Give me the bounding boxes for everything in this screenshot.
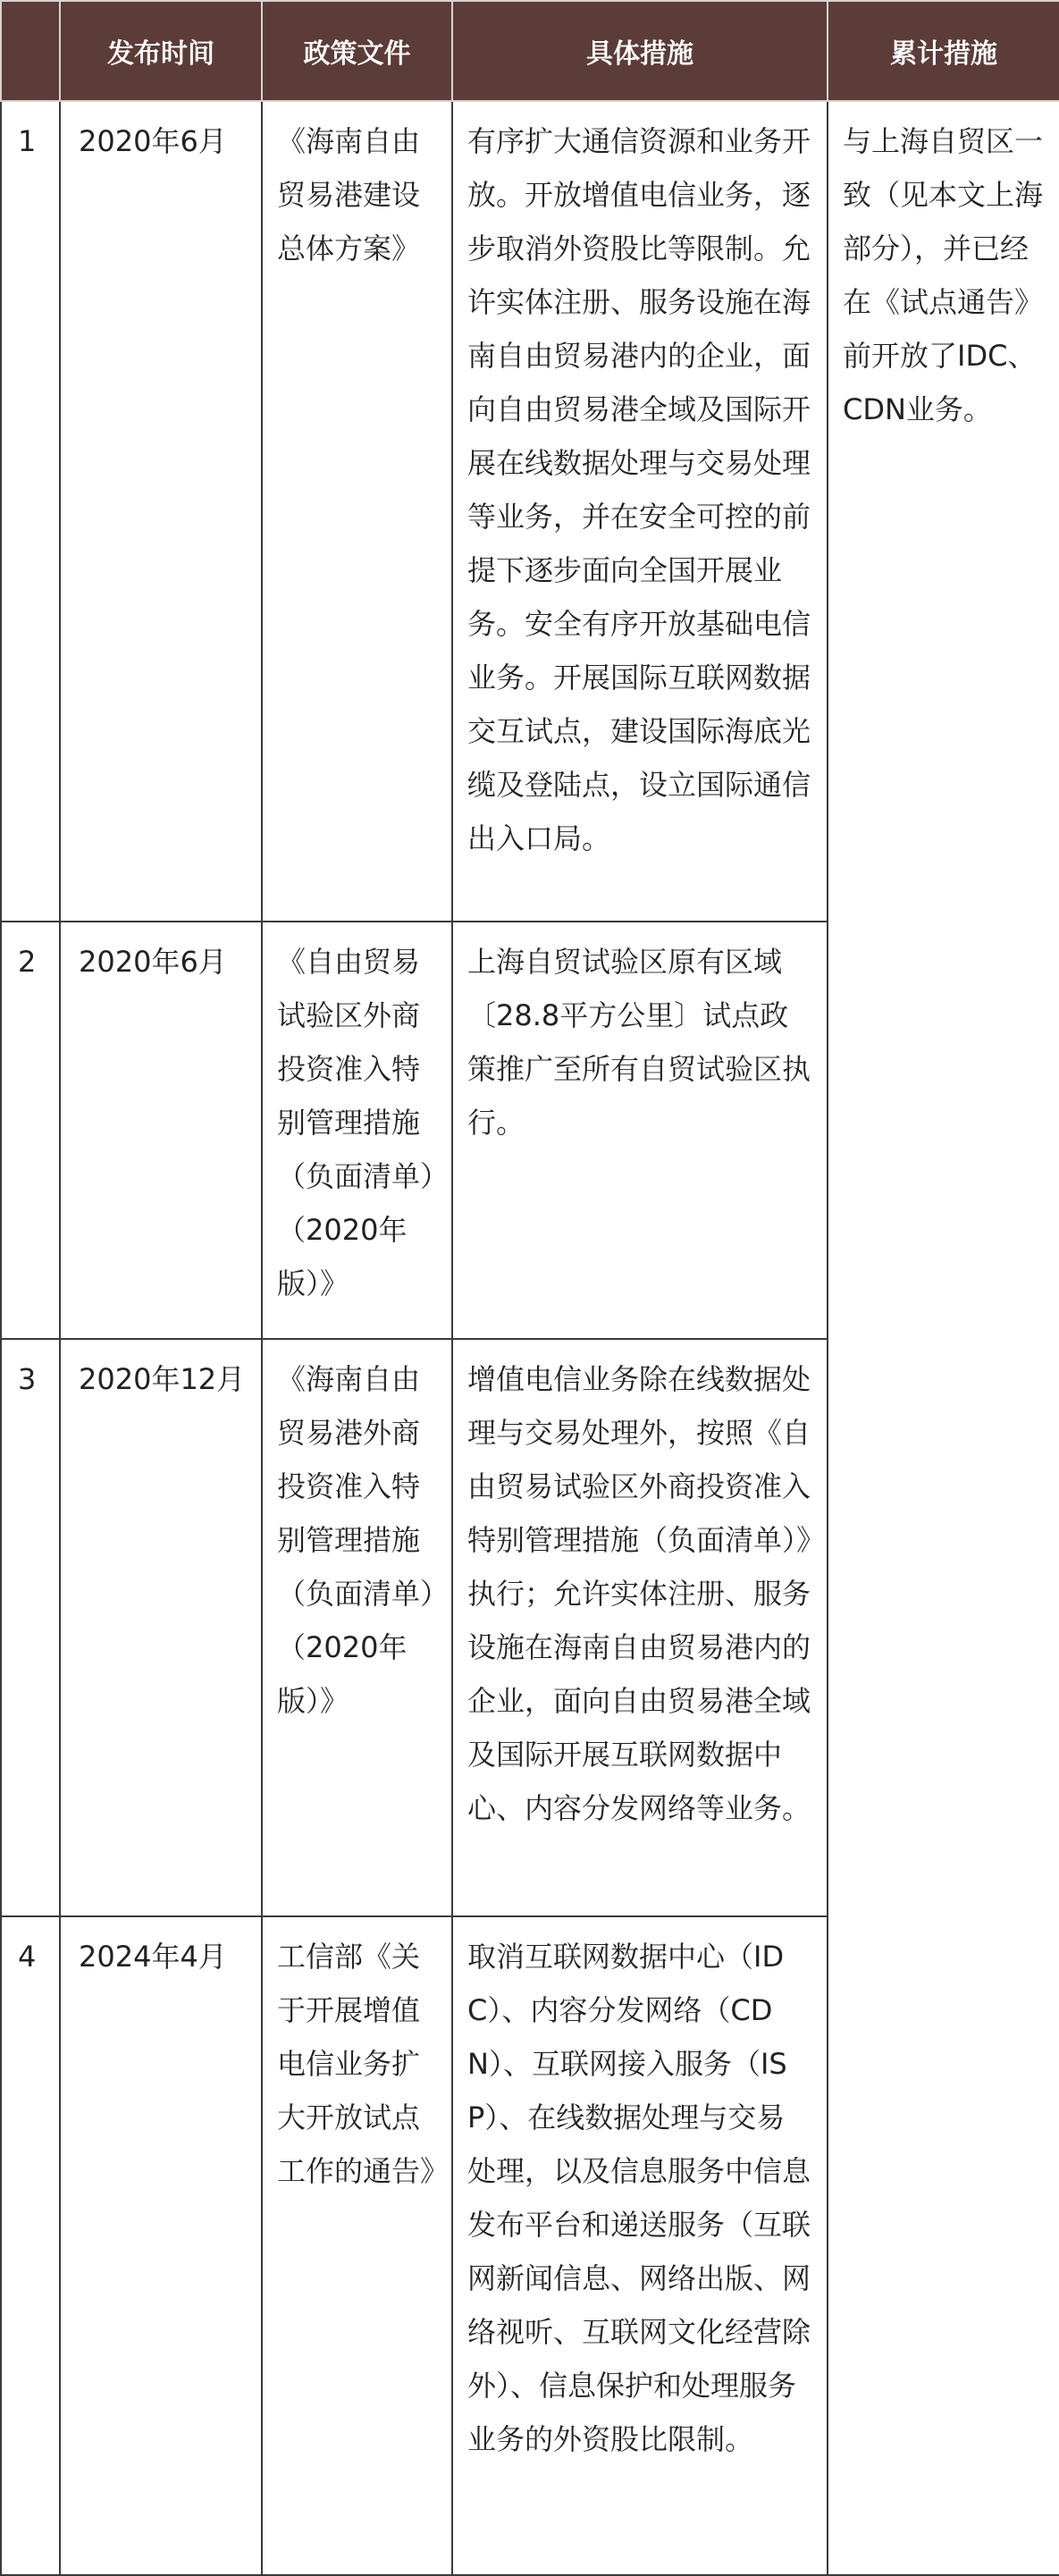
specific-measures: 取消互联网数据中心（IDC）、内容分发网络（CDN）、互联网接入服务（ISP）、在线数据处理与交易处理，以及信息服务中信息发布平台和递送服务（互联网新闻信息、网络出版、网络视听、互联网文化经营除外）、信息保护和处理服务业务的外资股比限制。: [452, 1916, 828, 2575]
specific-measures: 上海自贸试验区原有区域〔28.8平方公里〕试点政策推广至所有自贸试验区执行。: [452, 922, 828, 1339]
header-index: [1, 1, 60, 101]
policy-document: 《海南自由贸易港外商投资准入特别管理措施（负面清单）（2020年版）》: [262, 1339, 452, 1916]
policy-document: 《海南自由贸易港建设总体方案》: [262, 101, 452, 922]
specific-measures: 增值电信业务除在线数据处理与交易处理外，按照《自由贸易试验区外商投资准入特别管理措施（负面清单）》执行；允许实体注册、服务设施在海南自由贸易港内的企业，面向自由贸易港全域及国际开展互联网数据中心、内容分发网络等业务。: [452, 1339, 828, 1916]
policy-document: 《自由贸易试验区外商投资准入特别管理措施（负面清单）（2020年版）》: [262, 922, 452, 1339]
header-specific-measures: 具体措施: [452, 1, 828, 101]
header-cumulative-measures: 累计措施: [828, 1, 1059, 101]
release-date: 2020年6月: [60, 101, 262, 922]
release-date: 2024年4月: [60, 1916, 262, 2575]
row-number: 4: [1, 1916, 60, 2575]
header-release-date: 发布时间: [60, 1, 262, 101]
release-date: 2020年12月: [60, 1339, 262, 1916]
release-date: 2020年6月: [60, 922, 262, 1339]
cumulative-measures: 与上海自贸区一致（见本文上海部分），并已经在《试点通告》前开放了IDC、CDN业务。: [828, 101, 1059, 2575]
table-header: [1, 1, 1059, 101]
header-policy-document: 政策文件: [262, 1, 452, 101]
row-number: 2: [1, 922, 60, 1339]
header-row: [1, 1, 1059, 101]
row-number: 3: [1, 1339, 60, 1916]
specific-measures: 有序扩大通信资源和业务开放。开放增值电信业务，逐步取消外资股比等限制。允许实体注册、服务设施在海南自由贸易港内的企业，面向自由贸易港全域及国际开展在线数据处理与交易处理等业务，并在安全可控的前提下逐步面向全国开展业务。安全有序开放基础电信业务。开展国际互联网数据交互试点，建设国际海底光缆及登陆点，设立国际通信出入口局。: [452, 101, 828, 922]
table-body: [1, 101, 1059, 2575]
row-number: 1: [1, 101, 60, 922]
policy-document: 工信部《关于开展增值电信业务扩大开放试点工作的通告》: [262, 1916, 452, 2575]
table-row: [1, 101, 1059, 922]
